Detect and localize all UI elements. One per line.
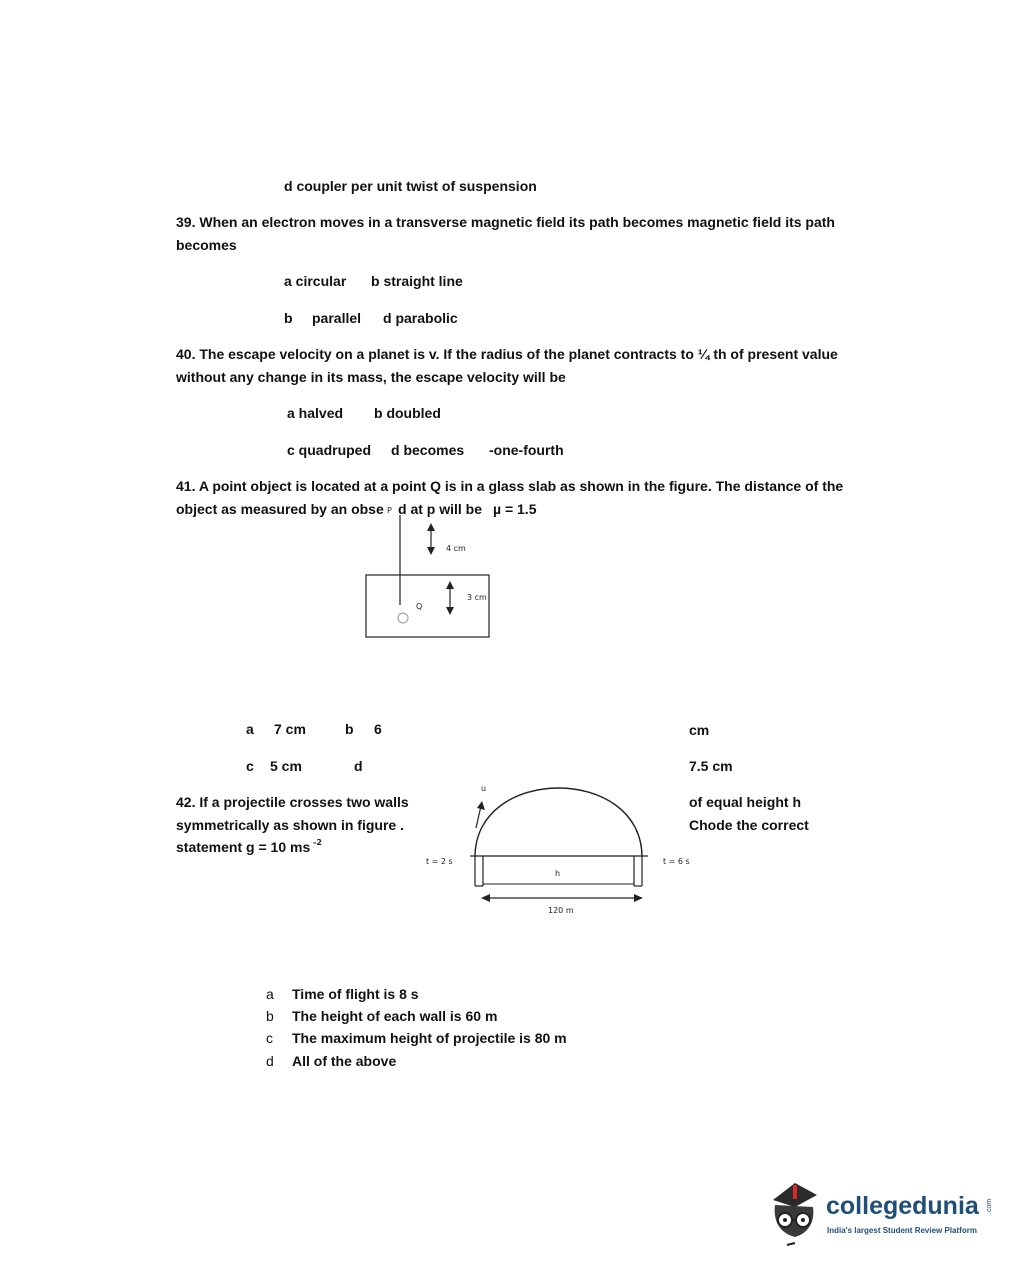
q41-distance-4cm: 4 cm: [446, 544, 466, 553]
q40-text-line2: without any change in its mass, the escape velocity will be: [176, 369, 566, 385]
q42-option-b-letter: b: [266, 1008, 274, 1024]
q42-time-left-label: t = 2 s: [426, 857, 453, 866]
q42-text-left-line1: 42. If a projectile crosses two walls: [176, 794, 409, 810]
q42-option-c-text: The maximum height of projectile is 80 m: [292, 1030, 567, 1046]
q42-text-right-line2: Chode the correct: [689, 817, 809, 833]
q40-option-c: c quadruped: [287, 442, 372, 458]
q42-option-d-letter: d: [266, 1053, 274, 1069]
q40-text-line1: 40. The escape velocity on a planet is v. If the radius of the planet contracts to ¼ th of present value: [176, 346, 838, 362]
q41-option-d-letter: d: [354, 758, 363, 774]
q41-mu-value: µ = 1.5: [493, 501, 537, 517]
q38-option-d: d coupler per unit twist of suspension: [284, 178, 537, 194]
q39-option-d: d parabolic: [383, 310, 458, 326]
q39-option-letter-b: b: [284, 310, 293, 326]
q41-text-line2b: d at p will be: [398, 501, 483, 517]
q41-option-c-letter: c: [246, 758, 254, 774]
glass-slab-figure: [355, 515, 505, 645]
q41-option-a-letter: a: [246, 721, 254, 737]
q41-option-b-value: 6: [374, 721, 382, 737]
brand-tagline: India's largest Student Review Platform: [827, 1226, 977, 1235]
q41-option-b-letter: b: [345, 721, 354, 737]
q39-text-line1: 39. When an electron moves in a transverse magnetic field its path becomes magnetic field its path: [176, 214, 835, 230]
q42-option-b-text: The height of each wall is 60 m: [292, 1008, 498, 1024]
q41-point-q-label: Q: [416, 602, 423, 611]
q42-text-left-line2: symmetrically as shown in figure .: [176, 817, 404, 833]
q39-option-b: b straight line: [371, 273, 463, 289]
q42-option-c-letter: c: [266, 1030, 273, 1046]
q42-text-left-line3: statement g = 10 ms: [176, 839, 311, 855]
q40-option-b: b doubled: [374, 405, 441, 421]
q41-option-b-unit: cm: [689, 722, 710, 738]
q40-option-a: a halved: [287, 405, 344, 421]
q41-option-c-value: 5 cm: [270, 758, 302, 774]
brand-com: .com: [986, 1198, 994, 1215]
q41-option-a-value: 7 cm: [274, 721, 306, 737]
q42-option-a-letter: a: [266, 986, 274, 1002]
q41-distance-3cm: 3 cm: [467, 593, 487, 602]
brand-name: collegedunia: [826, 1192, 979, 1220]
q41-point-p-label: P: [387, 506, 392, 515]
q42-option-d-text: All of the above: [292, 1053, 397, 1069]
q42-time-right-label: t = 6 s: [663, 857, 690, 866]
q42-wall-height-label: h: [555, 869, 561, 878]
q42-text-right-line1: of equal height h: [689, 794, 801, 810]
q41-text-line2a: object as measured by an obse: [176, 501, 384, 517]
projectile-walls-figure: [470, 780, 660, 920]
q42-distance-label: 120 m: [548, 906, 574, 915]
q41-option-d-value: 7.5 cm: [689, 758, 733, 774]
q39-text-line2: becomes: [176, 237, 237, 253]
q41-text-line1: 41. A point object is located at a point Q is in a glass slab as shown in the figure. The distance of the: [176, 478, 844, 494]
q42-option-a-text: Time of flight is 8 s: [292, 986, 419, 1002]
q42-initial-velocity-label: u: [481, 784, 487, 793]
q39-option-parallel: parallel: [312, 310, 362, 326]
q40-option-d-rest: -one-fourth: [489, 442, 564, 458]
q39-option-a: a circular: [284, 273, 347, 289]
q40-option-d: d becomes: [391, 442, 465, 458]
q42-exponent: -2: [313, 838, 322, 847]
